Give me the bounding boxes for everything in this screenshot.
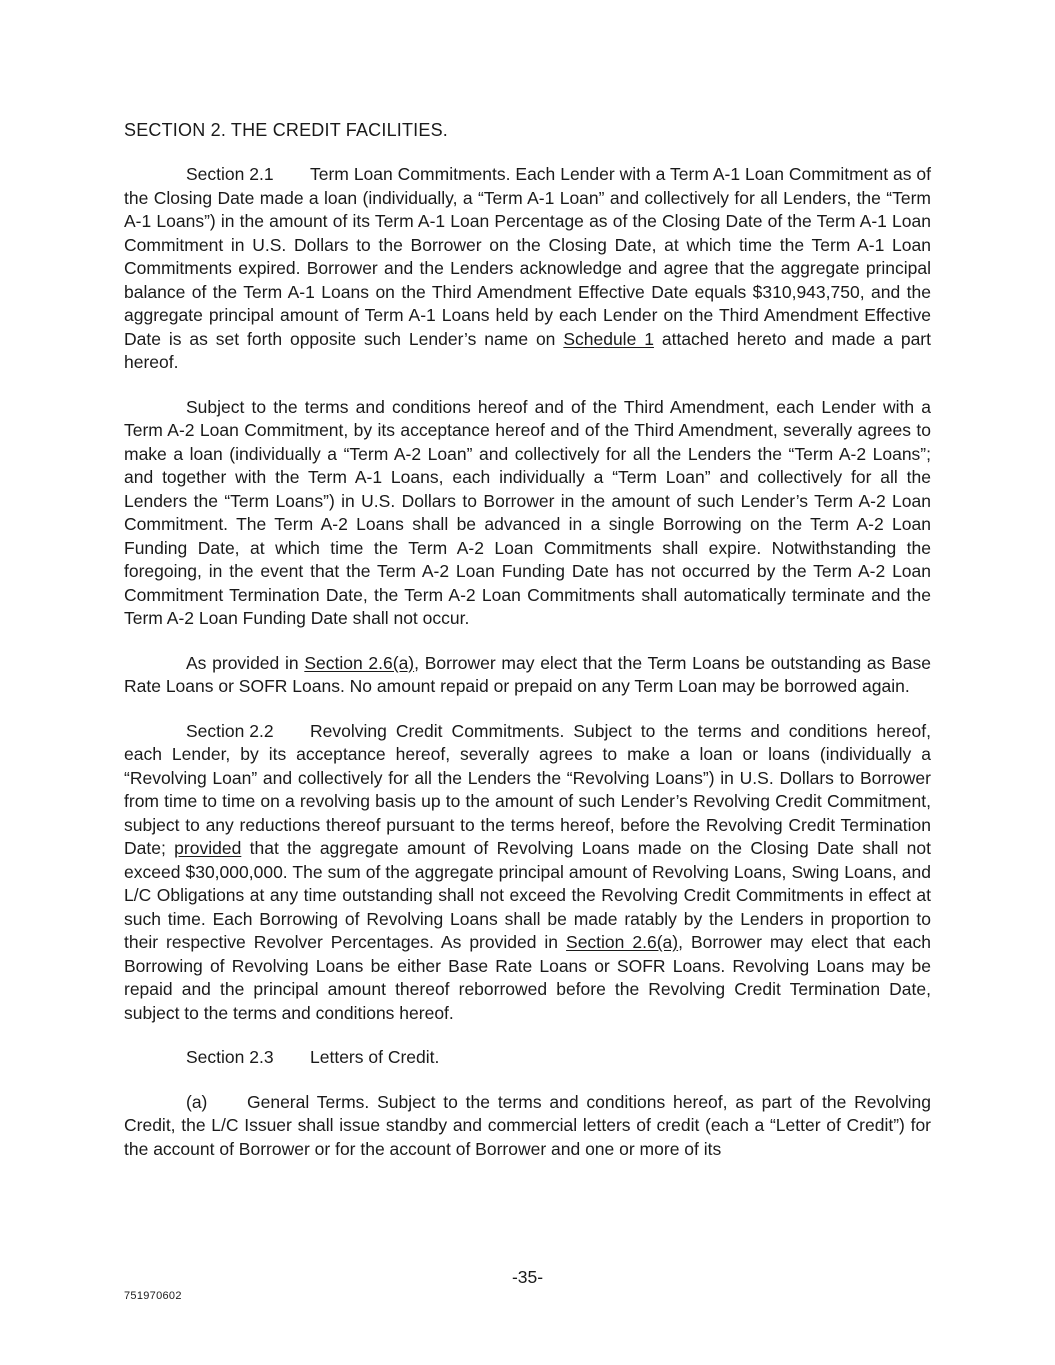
election-text: As provided in <box>186 652 305 673</box>
schedule-1-reference: Schedule 1 <box>563 328 654 349</box>
subsection-a-title: General Terms. <box>247 1091 370 1112</box>
section-2-3-a-paragraph <box>124 1091 931 1162</box>
document-page <box>124 118 931 1161</box>
section-2-2-paragraph <box>124 720 931 1026</box>
section-2-1-paragraph <box>124 163 931 375</box>
subsection-a-number: (a) <box>186 1091 208 1112</box>
section-2-2-title: Revolving Credit Commitments. <box>310 720 565 741</box>
section-2-2-text: Subject to the terms and conditions hereof, each Lender, by its acceptance hereof, severally agrees to make a loan or loans (individually a “Revolving Loan” and collectively for all the Lenders the “Revolving Loans”) in U.S. Dollars to Borrower from time to time on a revolving basis up to the amount of such Lender’s Revolving Credit Commitment, subject to any reductions thereof pursuant to the terms hereof, before the Revolving Credit Termination Date; <box>124 720 931 858</box>
term-loans-election-paragraph <box>124 652 931 699</box>
document-id: 751970602 <box>124 1290 182 1302</box>
term-a2-paragraph: Subject to the terms and conditions hereof and of the Third Amendment, each Lender with a Term A-2 Loan Commitment, by its acceptance hereof and of the Third Amendment, severally agrees to make a loan (individually a “Term A-2 Loan” and collectively for all the Lenders the “Term A-2 Loans”; and together with the Term A-1 Loans, each individually a “Term Loan” and collectively for all the Lenders the “Term Loans”) in U.S. Dollars to Borrower in the amount of such Lender’s Term A-2 Loan Commitment. The Term A-2 Loans shall be advanced in a single Borrowing on the Term A-2 Loan Funding Date, at which time the Term A-2 Loan Commitments shall expire. Notwithstanding the foregoing, in the event that the Term A-2 Loan Funding Date has not occurred by the Term A-2 Loan Commitment Termination Date, the Term A-2 Loan Commitments shall automatically terminate and the Term A-2 Loan Funding Date shall not occur. <box>124 396 931 628</box>
subsection-a-text: Subject to the terms and conditions hereof, as part of the Revolving Credit, the L/C Issuer shall issue standby and commercial letters of credit (each a “Letter of Credit”) for the account of Borrower or for the account of Borrower and one or more of its <box>124 1091 931 1159</box>
section-2-1-text: Each Lender with a Term A-1 Loan Commitment as of the Closing Date made a loan (individually, a “Term A-1 Loan” and collectively for all Lenders, the “Term A-1 Loans”) in the amount of its Term A-1 Loan Percentage as of the Closing Date of the Term A-1 Loan Commitment in U.S. Dollars to the Borrower on the Closing Date, at which time the Term A-1 Loan Commitments expired. Borrower and the Lenders acknowledge and agree that the aggregate principal balance of the Term A-1 Loans on the Third Amendment Effective Date equals $310,943,750, and the aggregate principal amount of Term A-1 Loans held by each Lender on the Third Amendment Effective Date is as set forth opposite such Lender’s name on <box>124 164 931 349</box>
section-2-2-number: Section 2.2 <box>186 720 274 741</box>
section-2-6a-reference: Section 2.6(a) <box>566 932 679 952</box>
section-2-3-title: Letters of Credit. <box>310 1047 440 1067</box>
section-2-1-number: Section 2.1 <box>186 164 274 184</box>
section-2-3-paragraph <box>124 1046 931 1070</box>
election-text-end: , Borrower may elect that the Term Loans be outstanding as Base Rate Loans or SOFR Loans. No amount repaid or prepaid on any Term Loan may be borrowed again. <box>124 652 931 696</box>
section-2-1-text-end: attached hereto and made a part hereof. <box>124 328 931 372</box>
section-2-2-text-end: , Borrower may elect that each Borrowing of Revolving Loans be either Base Rate Loans or SOFR Loans. Revolving Loans may be repaid and the principal amount thereof reborrowed before the Revolving Credit Termination Date, subject to the terms and conditions hereof. <box>124 932 932 1023</box>
section-2-6a-reference: Section 2.6(a) <box>304 652 415 673</box>
section-2-2-text-middle: that the aggregate amount of Revolving Loans made on the Closing Date shall not exceed $30,000,000. The sum of the aggregate principal amount of Revolving Loans, Swing Loans, and L/C Obligations at any time outstanding shall not exceed the Revolving Credit Commitments in effect at such time. Each Borrowing of Revolving Loans shall be made ratably by the Lenders in proportion to their respective Revolver Percentages. As provided in <box>124 838 931 952</box>
section-2-3-number: Section 2.3 <box>186 1047 274 1067</box>
section-heading: SECTION 2. THE CREDIT FACILITIES. <box>124 120 448 140</box>
page-number: -35- <box>511 1267 544 1287</box>
section-2-1-title: Term Loan Commitments. <box>310 164 511 184</box>
provided-term: provided <box>174 838 242 858</box>
